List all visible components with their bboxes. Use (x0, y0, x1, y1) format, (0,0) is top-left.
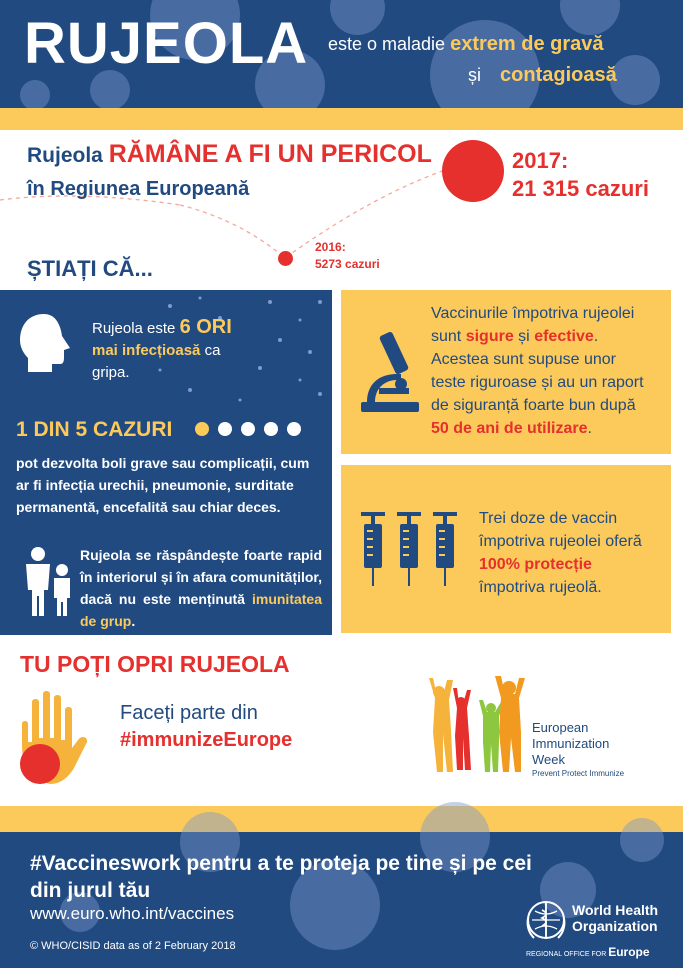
fact-infectious-pre: Rujeola este (92, 320, 176, 337)
who-name (572, 902, 658, 934)
family-icon (18, 546, 76, 618)
who-emblem-icon (524, 898, 568, 942)
fact-infectious-number: 6 ORI (179, 316, 232, 338)
did-you-know-heading: ȘTIAȚI CĂ... (27, 256, 153, 281)
safety-line-1: Vaccinurile împotriva rujeolei (431, 305, 635, 322)
safety-line-2 (431, 325, 667, 348)
website-link[interactable]: www.euro.who.int/vaccines (30, 904, 235, 923)
three-doses-text (479, 507, 667, 599)
fact-infectious-highlight: mai infecțioasă (92, 342, 201, 359)
eiw-line-2: Immunization (532, 736, 610, 751)
circle-2017 (442, 140, 504, 202)
year-2017-label: 2017: (512, 148, 569, 173)
full-protection-highlight: 100% protecție (479, 556, 592, 573)
danger-line-1 (27, 140, 432, 169)
who-line-1: World Health (572, 902, 659, 918)
eiw-tagline: Prevent Protect Immunize (532, 769, 625, 778)
facts-panel (0, 290, 332, 635)
safety-line-2-pre: sunt (431, 328, 462, 345)
doses-line-1: Trei doze de vaccin (479, 510, 618, 527)
one-in-five-heading: 1 DIN 5 CAZURI (16, 418, 173, 441)
fifty-years-highlight: 50 de ani de utilizare (431, 420, 588, 437)
fact-infectious-end: gripa. (92, 364, 130, 381)
header-highlight-severe: extrem de gravă (450, 33, 604, 55)
effective-highlight: efective (534, 328, 594, 345)
hand-icon (16, 688, 100, 788)
header-banner (0, 0, 683, 108)
main-title: RUJEOLA (24, 11, 309, 76)
danger-line-2: în Regiunea Europeană (27, 178, 250, 200)
dot-highlighted (195, 422, 209, 436)
slogan (30, 850, 670, 904)
slogan-line-2: din jurul tău (30, 879, 151, 902)
complications-text: pot dezvolta boli grave sau complicații, cum ar fi infecția urechii, pneumonie, surditate permanentă, encefalită sau chiar deces. (16, 455, 310, 515)
head-icon (16, 312, 76, 374)
header-line-2-text: și (468, 65, 481, 85)
syringe-icons (357, 510, 467, 590)
safety-line-3: Acestea sunt supuse unor (431, 351, 617, 368)
safe-highlight: sigure (465, 328, 514, 345)
safety-line-5: de siguranță foarte bun după (431, 397, 636, 414)
three-doses-card (341, 465, 671, 633)
year-2016-label: 2016: (315, 240, 346, 254)
doses-line-4: împotriva rujeolă. (479, 579, 602, 596)
cases-2016-value: 5273 cazuri (315, 257, 380, 271)
stop-measles-heading: TU POȚI OPRI RUJEOLA (20, 651, 290, 677)
header-stripe (0, 108, 683, 130)
vaccine-safety-text (431, 302, 667, 440)
doses-line-2: împotriva rujeolei oferă (479, 533, 642, 550)
who-europe-label: Europe (608, 945, 650, 959)
microscope-icon (357, 328, 423, 414)
eiw-figures-logo (425, 672, 535, 776)
safety-line-4: teste riguroase și au un raport (431, 374, 644, 391)
safety-line-6 (431, 417, 667, 440)
fact-infectious-mid: ca (204, 342, 221, 359)
cases-2017-value: 21 315 cazuri (512, 176, 649, 201)
slogan-line-1: #Vaccineswork pentru a te proteja pe tine și pe cei (30, 852, 532, 875)
safety-line-2-and: și (518, 328, 530, 345)
circle-2016 (278, 251, 293, 266)
vaccine-safety-card (341, 290, 671, 454)
danger-highlight: RĂMÂNE A FI UN PERICOL (108, 140, 432, 168)
eiw-text (532, 720, 624, 780)
immunize-europe-hashtag: #immunizeEurope (120, 729, 293, 751)
footer-banner (0, 832, 683, 968)
safety-line-6-end: . (587, 420, 592, 437)
dot-4 (287, 422, 301, 436)
dot-3 (264, 422, 278, 436)
herd-immunity-highlight: imunitatea de grup (80, 591, 322, 629)
header-line-1 (328, 33, 604, 56)
header-line-2 (468, 64, 617, 87)
eiw-line-1: European (532, 720, 589, 735)
footer-stripe (0, 806, 683, 832)
dot-2 (241, 422, 255, 436)
header-highlight-contagious: contagioasă (500, 64, 617, 86)
who-region (526, 945, 650, 959)
who-region-label: REGIONAL OFFICE FOR (526, 951, 607, 958)
header-line-1-text: este o maladie (328, 34, 446, 54)
dot-1 (218, 422, 232, 436)
copyright-note: © WHO/CISID data as of 2 February 2018 (30, 940, 236, 952)
who-line-2: Organization (572, 918, 658, 934)
herd-immunity-text (80, 544, 322, 632)
danger-line-1-text: Rujeola (27, 144, 103, 167)
join-line: Faceți parte din (120, 702, 258, 724)
eiw-line-3: Week (532, 752, 565, 767)
fact-infectious (92, 316, 272, 384)
herd-immunity-body: Rujeola se răspândește foarte rapid în interiorul și în afara comunităților, dacă nu este menținută (80, 547, 322, 607)
safety-line-2-dot: . (593, 328, 599, 345)
herd-immunity-end: . (131, 613, 136, 629)
